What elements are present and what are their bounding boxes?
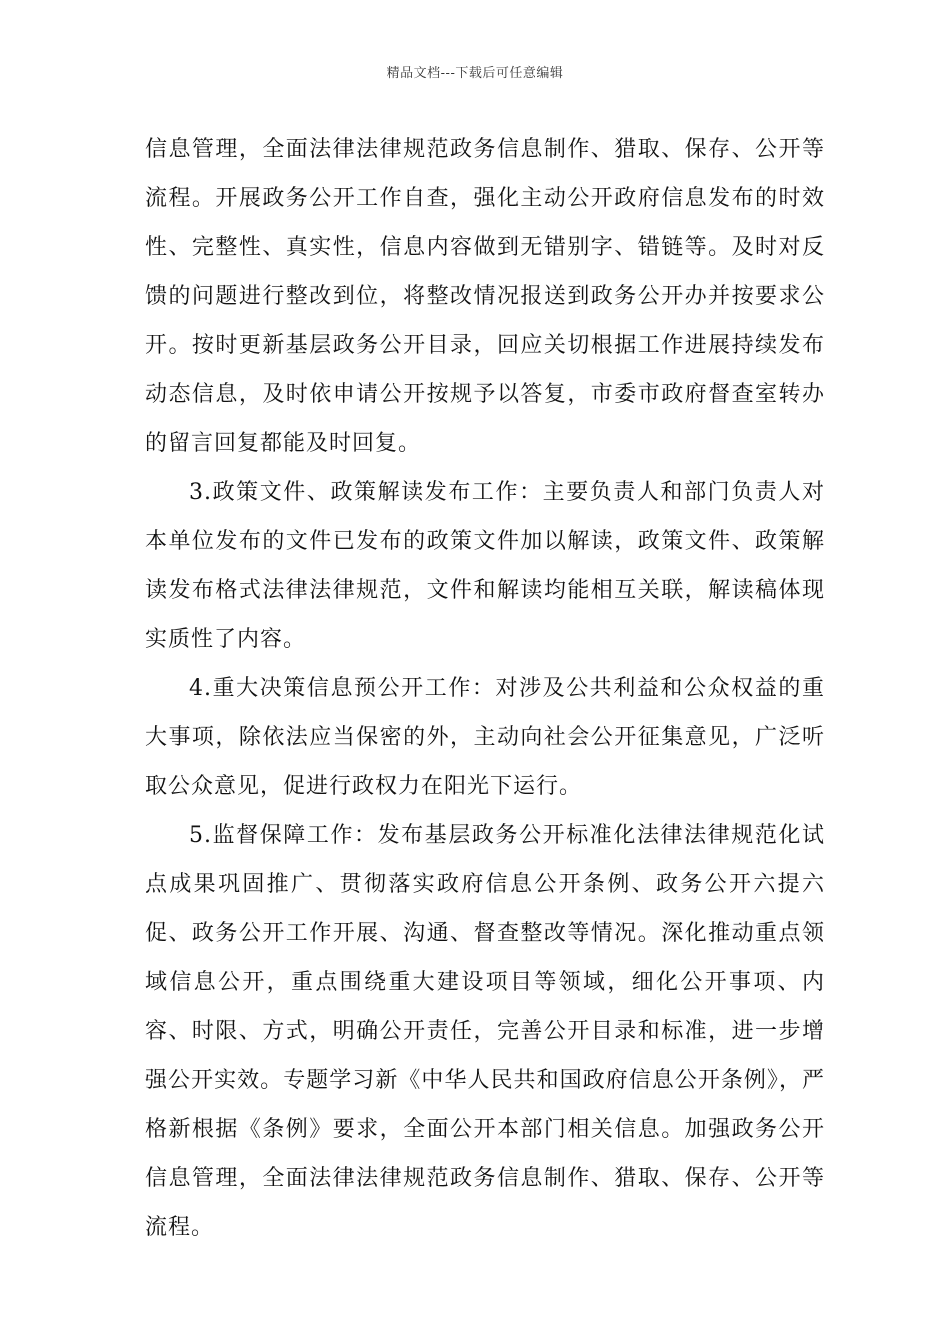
page-header: 精品文档---下载后可任意编辑 [386,66,564,81]
paragraph-3: 4.重大决策信息预公开工作：对涉及公共利益和公众权益的重大事项，除依法应当保密的外，主动向社会公开征集意见，广泛听取公众意见，促进行政权力在阳光下运行。 [145,676,825,799]
document-body [145,125,825,1252]
paragraph-2: 3.政策文件、政策解读发布工作：主要负责人和部门负责人对本单位发布的文件已发布的政策文件加以解读，政策文件、政策解读发布格式法律法律规范，文件和解读均能相互关联，解读稿体现实质性了内容。 [145,480,825,652]
paragraph-1: 信息管理，全面法律法律规范政务信息制作、猎取、保存、公开等流程。开展政务公开工作自查，强化主动公开政府信息发布的时效性、完整性、真实性，信息内容做到无错别字、错链等。及时对反馈的问题进行整改到位，将整改情况报送到政务公开办并按要求公开。按时更新基层政务公开目录，回应关切根据工作进展持续发布动态信息，及时依申请公开按规予以答复，市委市政府督查室转办的留言回复都能及时回复。 [145,137,825,456]
paragraph-4: 5.监督保障工作：发布基层政务公开标准化法律法律规范化试点成果巩固推广、贯彻落实政府信息公开条例、政务公开六提六促、政务公开工作开展、沟通、督查整改等情况。深化推动重点领域信息公开，重点围绕重大建设项目等领域，细化公开事项、内容、时限、方式，明确公开责任，完善公开目录和标准，进一步增强公开实效。专题学习新《中华人民共和国政府信息公开条例》，严格新根据《条例》要求，全面公开本部门相关信息。加强政务公开信息管理，全面法律法律规范政务信息制作、猎取、保存、公开等流程。 [145,823,825,1240]
